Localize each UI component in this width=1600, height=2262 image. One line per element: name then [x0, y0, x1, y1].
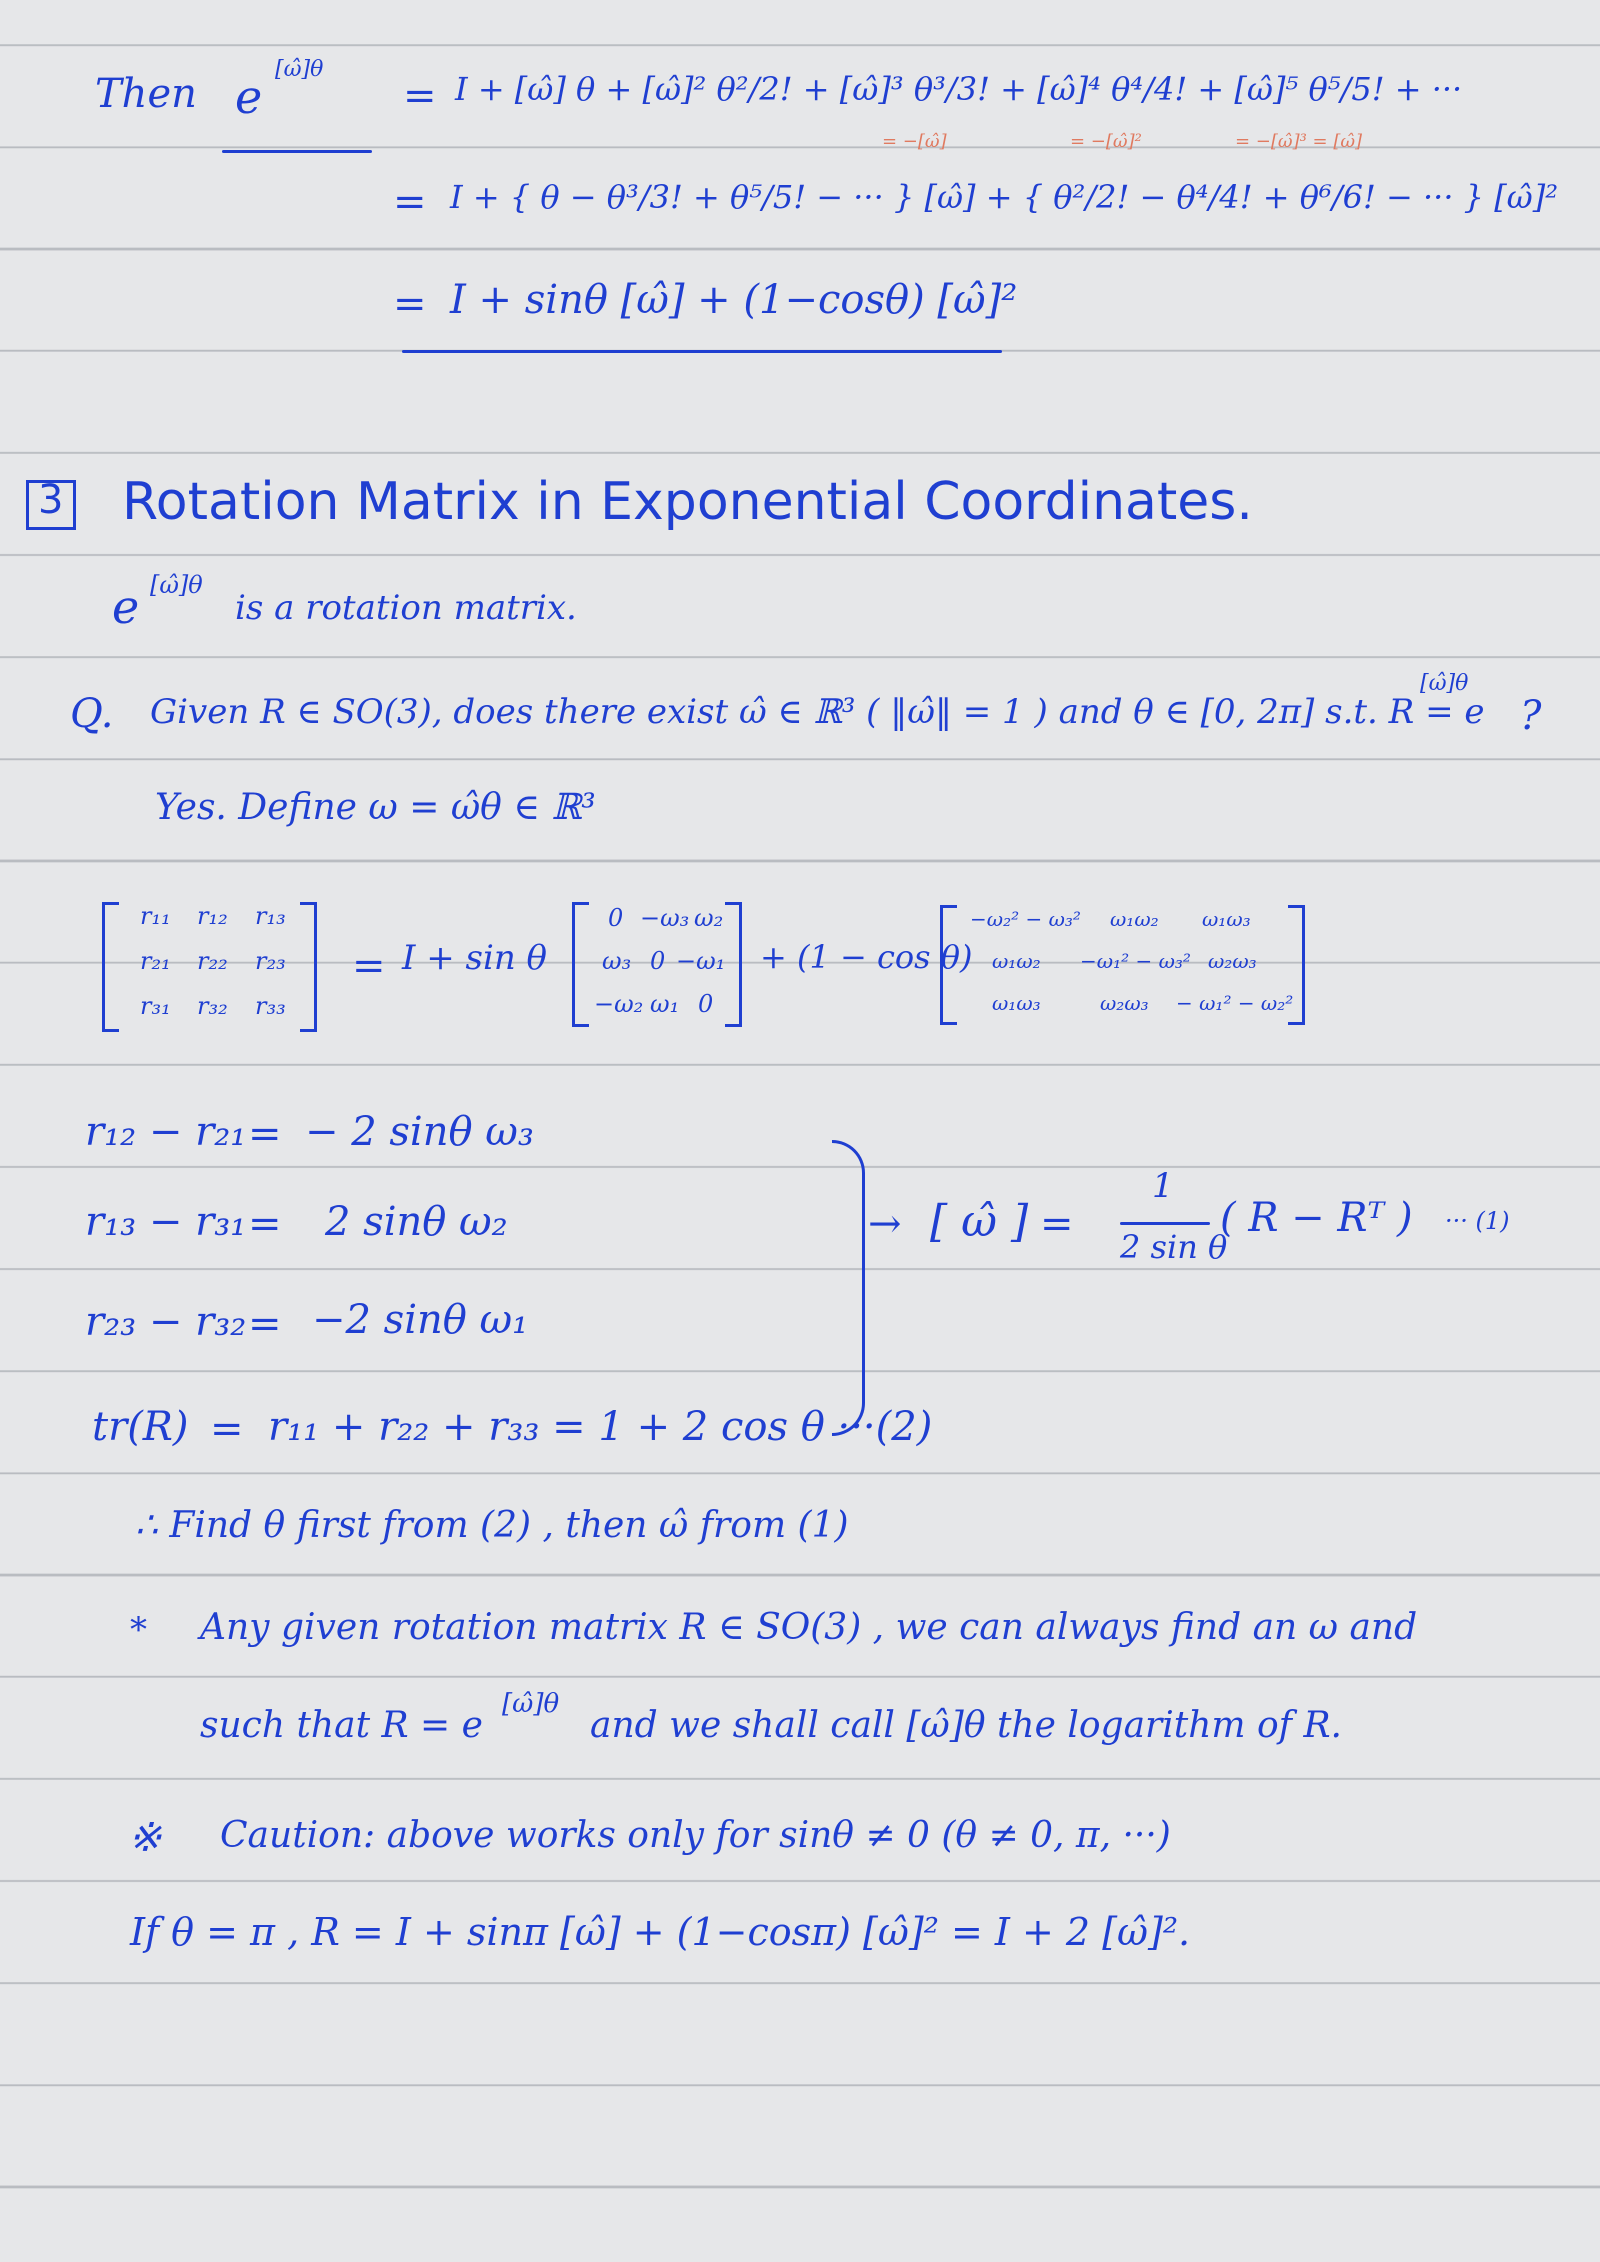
- matrix-W-right-bracket: [725, 902, 742, 1027]
- series-expansion: I + [ω̂] θ + [ω̂]² θ²/2! + [ω̂]³ θ³/3! + [ω̂]⁴ θ⁴/4! + [ω̂]⁵ θ⁵/5! + ···: [455, 70, 1463, 108]
- result-denominator: 2 sin θ: [1120, 1228, 1228, 1266]
- w2-2-2: − ω₁² − ω₂²: [1176, 991, 1294, 1015]
- matrix-W2-left-bracket: [940, 905, 957, 1025]
- matrix-term2: + (1 − cos θ): [760, 938, 973, 976]
- w-0-1: −ω₃: [640, 904, 690, 932]
- question-mark-label: Q.: [70, 691, 114, 737]
- r12: r₁₂: [197, 902, 228, 930]
- w2-0-0: −ω₂² − ω₃²: [970, 907, 1081, 931]
- section-title: Rotation Matrix in Exponential Coordinates.: [122, 472, 1253, 532]
- result-numerator: 1: [1152, 1166, 1174, 1206]
- rodrigues-underline: [402, 350, 1002, 353]
- note-line-b-post: and we shall call [ω̂]θ the logarithm of R.: [590, 1705, 1342, 1746]
- r32: r₃₂: [197, 992, 228, 1020]
- result-fraction-bar: [1120, 1222, 1210, 1225]
- r11: r₁₁: [140, 902, 171, 930]
- note-fifth: = −[ω̂]³ = [ω̂]: [1235, 131, 1363, 152]
- special-case: If θ = π , R = I + sinπ [ω̂] + (1−cosπ) [ω̂]² = I + 2 [ω̂]².: [130, 1910, 1191, 1954]
- eq-sign-2: =: [393, 179, 427, 225]
- relation-3-lhs: r₂₃ − r₃₂: [85, 1299, 247, 1345]
- relation-1-lhs: r₁₂ − r₂₁: [85, 1109, 247, 1155]
- matrix-R-left-bracket: [102, 902, 119, 1032]
- then-label: Then: [95, 71, 197, 117]
- lhs-underline: [222, 150, 372, 153]
- result-tag: ··· (1): [1445, 1207, 1510, 1235]
- relation-3-rhs: −2 sinθ ω₁: [312, 1297, 529, 1343]
- exp-lhs-exponent: [ω̂]θ: [275, 57, 324, 82]
- question-text: Given R ∈ SO(3), does there exist ω̂ ∈ ℝ³ ( ‖ω̂‖ = 1 ) and θ ∈ [0, 2π] s.t. R = e: [150, 692, 1485, 732]
- w-2-0: −ω₂: [594, 990, 644, 1018]
- matrix-R-right-bracket: [300, 902, 317, 1032]
- matrix-W-left-bracket: [572, 902, 589, 1027]
- note-line-b-exp: [ω̂]θ: [502, 1689, 560, 1719]
- result-rhs: ( R − Rᵀ ): [1220, 1195, 1413, 1241]
- w2-2-0: ω₁ω₃: [992, 991, 1041, 1015]
- w2-1-0: ω₁ω₂: [992, 949, 1041, 973]
- r31: r₃₁: [140, 992, 171, 1020]
- note-line-b-pre: such that R = e: [200, 1705, 483, 1746]
- trace-eq: =: [210, 1406, 244, 1452]
- relation-1-eq: =: [248, 1111, 282, 1157]
- relation-2-rhs: 2 sinθ ω₂: [325, 1199, 508, 1245]
- note-line-a: Any given rotation matrix R ∈ SO(3) , we can always find an ω and: [200, 1607, 1418, 1648]
- answer-text: Yes. Define ω = ω̂θ ∈ ℝ³: [155, 787, 596, 828]
- exp-lhs-base: e: [235, 70, 263, 124]
- matrix-W: [572, 902, 742, 1027]
- w-2-1: ω₁: [650, 990, 680, 1018]
- matrix-term1: I + sin θ: [402, 938, 548, 978]
- relations-brace: [832, 1140, 865, 1436]
- stmt-base: e: [112, 580, 140, 634]
- question-exp: [ω̂]θ: [1420, 671, 1469, 696]
- result-eq: =: [1040, 1201, 1074, 1247]
- w-2-2: 0: [698, 990, 714, 1018]
- note-star: *: [130, 1610, 147, 1650]
- question-end: ?: [1520, 693, 1542, 739]
- r23: r₂₃: [255, 947, 286, 975]
- relation-1-rhs: − 2 sinθ ω₃: [305, 1109, 534, 1155]
- r21: r₂₁: [140, 947, 171, 975]
- r33: r₃₃: [255, 992, 286, 1020]
- w-1-2: −ω₁: [676, 947, 726, 975]
- rodrigues-formula: I + sinθ [ω̂] + (1−cosθ) [ω̂]²: [450, 277, 1018, 323]
- relation-2-eq: =: [248, 1201, 282, 1247]
- trace-rhs: r₁₁ + r₂₂ + r₃₃ = 1 + 2 cos θ ···(2): [268, 1404, 933, 1450]
- relation-2-lhs: r₁₃ − r₃₁: [85, 1199, 247, 1245]
- w-0-0: 0: [608, 904, 624, 932]
- w-1-0: ω₃: [602, 947, 632, 975]
- relation-3-eq: =: [248, 1301, 282, 1347]
- w-1-1: 0: [650, 947, 666, 975]
- matrix-R: [102, 902, 317, 1032]
- find-line: ∴ Find θ first from (2) , then ω̂ from (1): [135, 1505, 849, 1546]
- r22: r₂₂: [197, 947, 228, 975]
- eq-sign-3: =: [393, 281, 427, 327]
- w2-0-1: ω₁ω₂: [1110, 907, 1159, 931]
- stmt-exp: [ω̂]θ: [150, 571, 203, 599]
- section-number: 3: [38, 477, 64, 523]
- matrix-eq-sign: =: [352, 943, 386, 989]
- eq-sign-1: =: [403, 73, 437, 119]
- r13: r₁₃: [255, 902, 286, 930]
- trace-lhs: tr(R): [92, 1404, 189, 1450]
- result-arrow: →: [868, 1201, 902, 1247]
- caution-mark: ※: [128, 1815, 162, 1861]
- w2-1-1: −ω₁² − ω₃²: [1080, 949, 1191, 973]
- w2-0-2: ω₁ω₃: [1202, 907, 1251, 931]
- result-lhs: [ ω̂ ]: [930, 1196, 1029, 1247]
- grouped-series: I + { θ − θ³/3! + θ⁵/5! − ··· } [ω̂] + { θ²/2! − θ⁴/4! + θ⁶/6! − ··· } [ω̂]²: [450, 178, 1559, 216]
- w2-1-2: ω₂ω₃: [1208, 949, 1257, 973]
- stmt-text: is a rotation matrix.: [235, 588, 577, 628]
- w2-2-1: ω₂ω₃: [1100, 991, 1149, 1015]
- matrix-W2: [940, 905, 1305, 1025]
- w-0-2: ω₂: [694, 904, 724, 932]
- caution-text: Caution: above works only for sinθ ≠ 0 (θ ≠ 0, π, ···): [220, 1815, 1171, 1856]
- note-fourth: = −[ω̂]²: [1070, 131, 1142, 152]
- note-cube: = −[ω̂]: [882, 131, 947, 152]
